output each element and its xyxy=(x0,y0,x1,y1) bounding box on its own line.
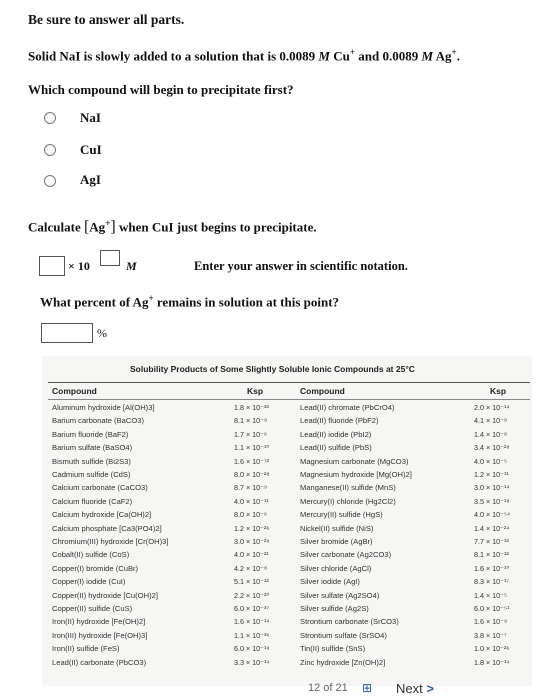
option-nai-label: NaI xyxy=(80,110,101,125)
and-text: and 0.0089 xyxy=(358,48,419,64)
table-cell-ksp: 4.0 × 10⁻⁵⁴ xyxy=(474,510,511,520)
table-header-rule xyxy=(48,399,530,400)
q3-prompt xyxy=(40,293,339,310)
table-cell-ksp: 3.0 × 10⁻²⁹ xyxy=(234,537,270,546)
table-cell-compound: Strontium carbonate (SrCO3) xyxy=(300,617,399,627)
table-cell-compound: Silver chloride (AgCl) xyxy=(300,563,372,573)
table-cell-compound: Calcium hydroxide [Ca(OH)2] xyxy=(52,510,152,520)
radio-agi[interactable] xyxy=(44,175,56,187)
ksp-table xyxy=(42,356,532,686)
period: . xyxy=(456,48,460,64)
table-cell-ksp: 7.7 × 10⁻¹³ xyxy=(474,537,509,546)
grid-icon[interactable]: ⊞ xyxy=(362,681,373,695)
page-indicator: 12 of 21 xyxy=(308,682,348,694)
problem-text-before: Solid NaI is slowly added to a solution that is 0.0089 xyxy=(28,48,316,64)
table-cell-ksp: 1.8 × 10⁻³³ xyxy=(234,403,269,412)
q2-prompt-pre: Calculate xyxy=(28,219,81,235)
q3-charge: + xyxy=(148,293,154,303)
table-cell-compound: Lead(II) iodide (PbI2) xyxy=(300,429,372,439)
table-cell-compound: Barium carbonate (BaCO3) xyxy=(52,416,145,426)
table-cell-compound: Copper(II) sulfide (CuS) xyxy=(52,604,133,613)
table-cell-ksp: 2.0 × 10⁻¹⁴ xyxy=(474,403,510,412)
table-cell-ksp: 8.1 × 10⁻¹² xyxy=(474,550,509,560)
problem-statement xyxy=(28,47,460,64)
option-cui-label: CuI xyxy=(80,142,102,157)
table-cell-compound: Iron(II) sulfide (FeS) xyxy=(52,644,120,654)
table-cell-ksp: 4.0 × 10⁻¹¹ xyxy=(234,496,269,506)
times-ten-label: × 10 xyxy=(68,259,90,273)
table-cell-ksp: 1.0 × 10⁻²⁶ xyxy=(474,644,510,654)
table-cell-ksp: 1.6 × 10⁻¹⁰ xyxy=(474,563,510,573)
ag-ion: Ag xyxy=(435,48,452,64)
table-cell-compound: Magnesium carbonate (MgCO3) xyxy=(300,456,409,466)
table-cell-ksp: 6.0 × 10⁻³⁷ xyxy=(234,604,269,613)
table-cell-compound: Iron(II) hydroxide [Fe(OH)2] xyxy=(52,617,146,627)
table-cell-ksp: 5.1 × 10⁻¹² xyxy=(234,577,269,587)
table-cell-compound: Copper(I) iodide (CuI) xyxy=(52,577,126,587)
table-cell-ksp: 1.4 × 10⁻²⁴ xyxy=(474,523,510,533)
table-cell-ksp: 1.2 × 10⁻¹¹ xyxy=(474,470,509,479)
table-cell-ksp: 4.1 × 10⁻⁸ xyxy=(474,416,508,426)
table-cell-compound: Lead(II) carbonate (PbCO3) xyxy=(52,657,147,667)
table-cell-compound: Chromium(III) hydroxide [Cr(OH)3] xyxy=(52,537,169,546)
table-cell-compound: Aluminum hydroxide [Al(OH)3] xyxy=(52,403,155,412)
table-cell-compound: Barium sulfate (BaSO4) xyxy=(52,443,133,453)
col-compound-right: Compound xyxy=(300,386,345,396)
q2-unit: M xyxy=(126,259,137,273)
scientific-notation-hint: Enter your answer in scientific notation. xyxy=(194,259,408,273)
table-cell-ksp: 8.0 × 10⁻⁶ xyxy=(234,510,267,520)
table-cell-compound: Calcium fluoride (CaF2) xyxy=(52,496,133,506)
table-cell-compound: Tin(II) sulfide (SnS) xyxy=(300,644,366,654)
table-cell-ksp: 1.6 × 10⁻¹⁴ xyxy=(234,617,270,627)
table-cell-ksp: 1.1 × 10⁻¹⁰ xyxy=(234,443,270,453)
table-cell-ksp: 8.3 × 10⁻¹⁷ xyxy=(474,577,509,587)
table-cell-ksp: 1.7 × 10⁻⁶ xyxy=(234,429,267,439)
table-cell-ksp: 3.8 × 10⁻⁷ xyxy=(474,630,507,640)
table-cell-ksp: 4.0 × 10⁻⁵ xyxy=(474,456,507,466)
table-cell-compound: Strontium sulfate (SrSO4) xyxy=(300,630,387,640)
table-cell-compound: Mercury(I) chloride (Hg2Cl2) xyxy=(300,496,396,506)
table-top-rule xyxy=(48,382,530,383)
table-cell-ksp: 1.4 × 10⁻⁸ xyxy=(474,429,508,439)
table-cell-compound: Magnesium hydroxide [Mg(OH)2] xyxy=(300,470,412,479)
table-cell-compound: Mercury(II) sulfide (HgS) xyxy=(300,510,383,520)
table-cell-compound: Nickel(II) sulfide (NiS) xyxy=(300,523,374,533)
table-cell-compound: Cobalt(II) sulfide (CoS) xyxy=(52,550,130,560)
table-cell-ksp: 3.3 × 10⁻¹⁴ xyxy=(234,657,270,667)
option-agi-label: AgI xyxy=(80,172,101,187)
table-cell-compound: Cadmium sulfide (CdS) xyxy=(52,470,131,479)
q2-charge: + xyxy=(105,218,111,228)
table-cell-ksp: 8.1 × 10⁻⁹ xyxy=(234,416,268,426)
table-cell-compound: Lead(II) chromate (PbCrO4) xyxy=(300,403,395,412)
table-cell-ksp: 8.7 × 10⁻⁹ xyxy=(234,483,268,493)
table-cell-ksp: 1.6 × 10⁻⁹ xyxy=(474,617,508,627)
chevron-right-icon: > xyxy=(426,681,434,696)
table-cell-compound: Silver sulfide (Ag2S) xyxy=(300,604,369,613)
q3-prompt-post: remains in solution at this point? xyxy=(156,294,340,310)
table-cell-ksp: 3.4 × 10⁻²⁸ xyxy=(474,443,510,453)
table-cell-ksp: 6.0 × 10⁻¹⁹ xyxy=(234,644,270,654)
table-cell-compound: Copper(I) bromide (CuBr) xyxy=(52,563,139,573)
percent-input[interactable] xyxy=(41,323,93,343)
table-cell-ksp: 1.2 × 10⁻²⁶ xyxy=(234,523,270,533)
table-cell-ksp: 8.0 × 10⁻²⁸ xyxy=(234,470,270,479)
cu-ion: Cu xyxy=(333,48,350,64)
table-cell-compound: Calcium phosphate [Ca3(PO4)2] xyxy=(52,523,162,533)
table-cell-ksp: 3.5 × 10⁻¹⁸ xyxy=(474,496,510,506)
ag-charge: + xyxy=(451,47,457,57)
q3-prompt-pre: What percent of Ag xyxy=(40,294,149,310)
table-cell-compound: Bismuth sulfide (Bi2S3) xyxy=(52,456,131,466)
instruction: Be sure to answer all parts. xyxy=(28,12,185,27)
table-cell-compound: Copper(II) hydroxide [Cu(OH)2] xyxy=(52,590,158,600)
ksp-table-title: Solubility Products of Some Slightly Soluble Ionic Compounds at 25°C xyxy=(130,364,415,374)
close-bracket: ] xyxy=(110,218,116,236)
q2-prompt xyxy=(28,218,317,236)
col-ksp-left: Ksp xyxy=(247,386,264,396)
table-cell-ksp: 1.6 × 10⁻⁷² xyxy=(234,456,269,466)
table-cell-compound: Lead(II) fluoride (PbF2) xyxy=(300,416,379,426)
table-cell-ksp: 6.0 × 10⁻⁵¹ xyxy=(474,604,510,613)
table-cell-compound: Silver sulfate (Ag2SO4) xyxy=(300,590,380,600)
table-cell-ksp: 4.2 × 10⁻⁸ xyxy=(234,563,268,573)
cu-charge: + xyxy=(349,47,356,57)
next-button[interactable] xyxy=(396,681,434,696)
table-cell-compound: Silver bromide (AgBr) xyxy=(300,537,373,546)
q1-prompt: Which compound will begin to precipitate first? xyxy=(28,82,294,97)
table-cell-compound: Lead(II) sulfide (PbS) xyxy=(300,443,372,453)
col-ksp-right: Ksp xyxy=(490,386,507,396)
table-cell-ksp: 4.0 × 10⁻²¹ xyxy=(234,550,269,560)
coefficient-input[interactable] xyxy=(39,256,65,276)
exponent-input[interactable] xyxy=(100,250,120,266)
table-cell-compound: Iron(III) hydroxide [Fe(OH)3] xyxy=(52,630,148,640)
table-cell-compound: Silver carbonate (Ag2CO3) xyxy=(300,550,392,560)
radio-cui[interactable] xyxy=(44,144,56,156)
percent-unit: % xyxy=(97,326,107,340)
open-bracket: [ xyxy=(83,218,90,236)
table-cell-ksp: 1.8 × 10⁻¹⁴ xyxy=(474,657,510,667)
table-cell-compound: Calcium carbonate (CaCO3) xyxy=(52,483,148,493)
table-cell-compound: Barium fluoride (BaF2) xyxy=(52,429,129,439)
table-cell-ksp: 2.2 × 10⁻²⁰ xyxy=(234,590,270,600)
table-cell-ksp: 1.1 × 10⁻³⁶ xyxy=(234,630,270,640)
table-cell-ksp: 3.0 × 10⁻¹⁴ xyxy=(474,483,510,493)
table-cell-compound: Manganese(II) sulfide (MnS) xyxy=(300,483,396,493)
col-compound-left: Compound xyxy=(52,386,97,396)
q2-ion: Ag xyxy=(89,219,106,235)
ag-unit: M xyxy=(421,48,434,64)
next-label: Next xyxy=(396,681,423,696)
table-cell-compound: Zinc hydroxide [Zn(OH)2] xyxy=(300,657,386,667)
q2-prompt-post: when CuI just begins to precipitate. xyxy=(118,219,317,235)
radio-nai[interactable] xyxy=(44,112,56,124)
table-cell-compound: Silver iodide (AgI) xyxy=(300,577,360,587)
cu-unit: M xyxy=(318,48,330,64)
table-cell-ksp: 1.4 × 10⁻⁵ xyxy=(474,590,507,600)
